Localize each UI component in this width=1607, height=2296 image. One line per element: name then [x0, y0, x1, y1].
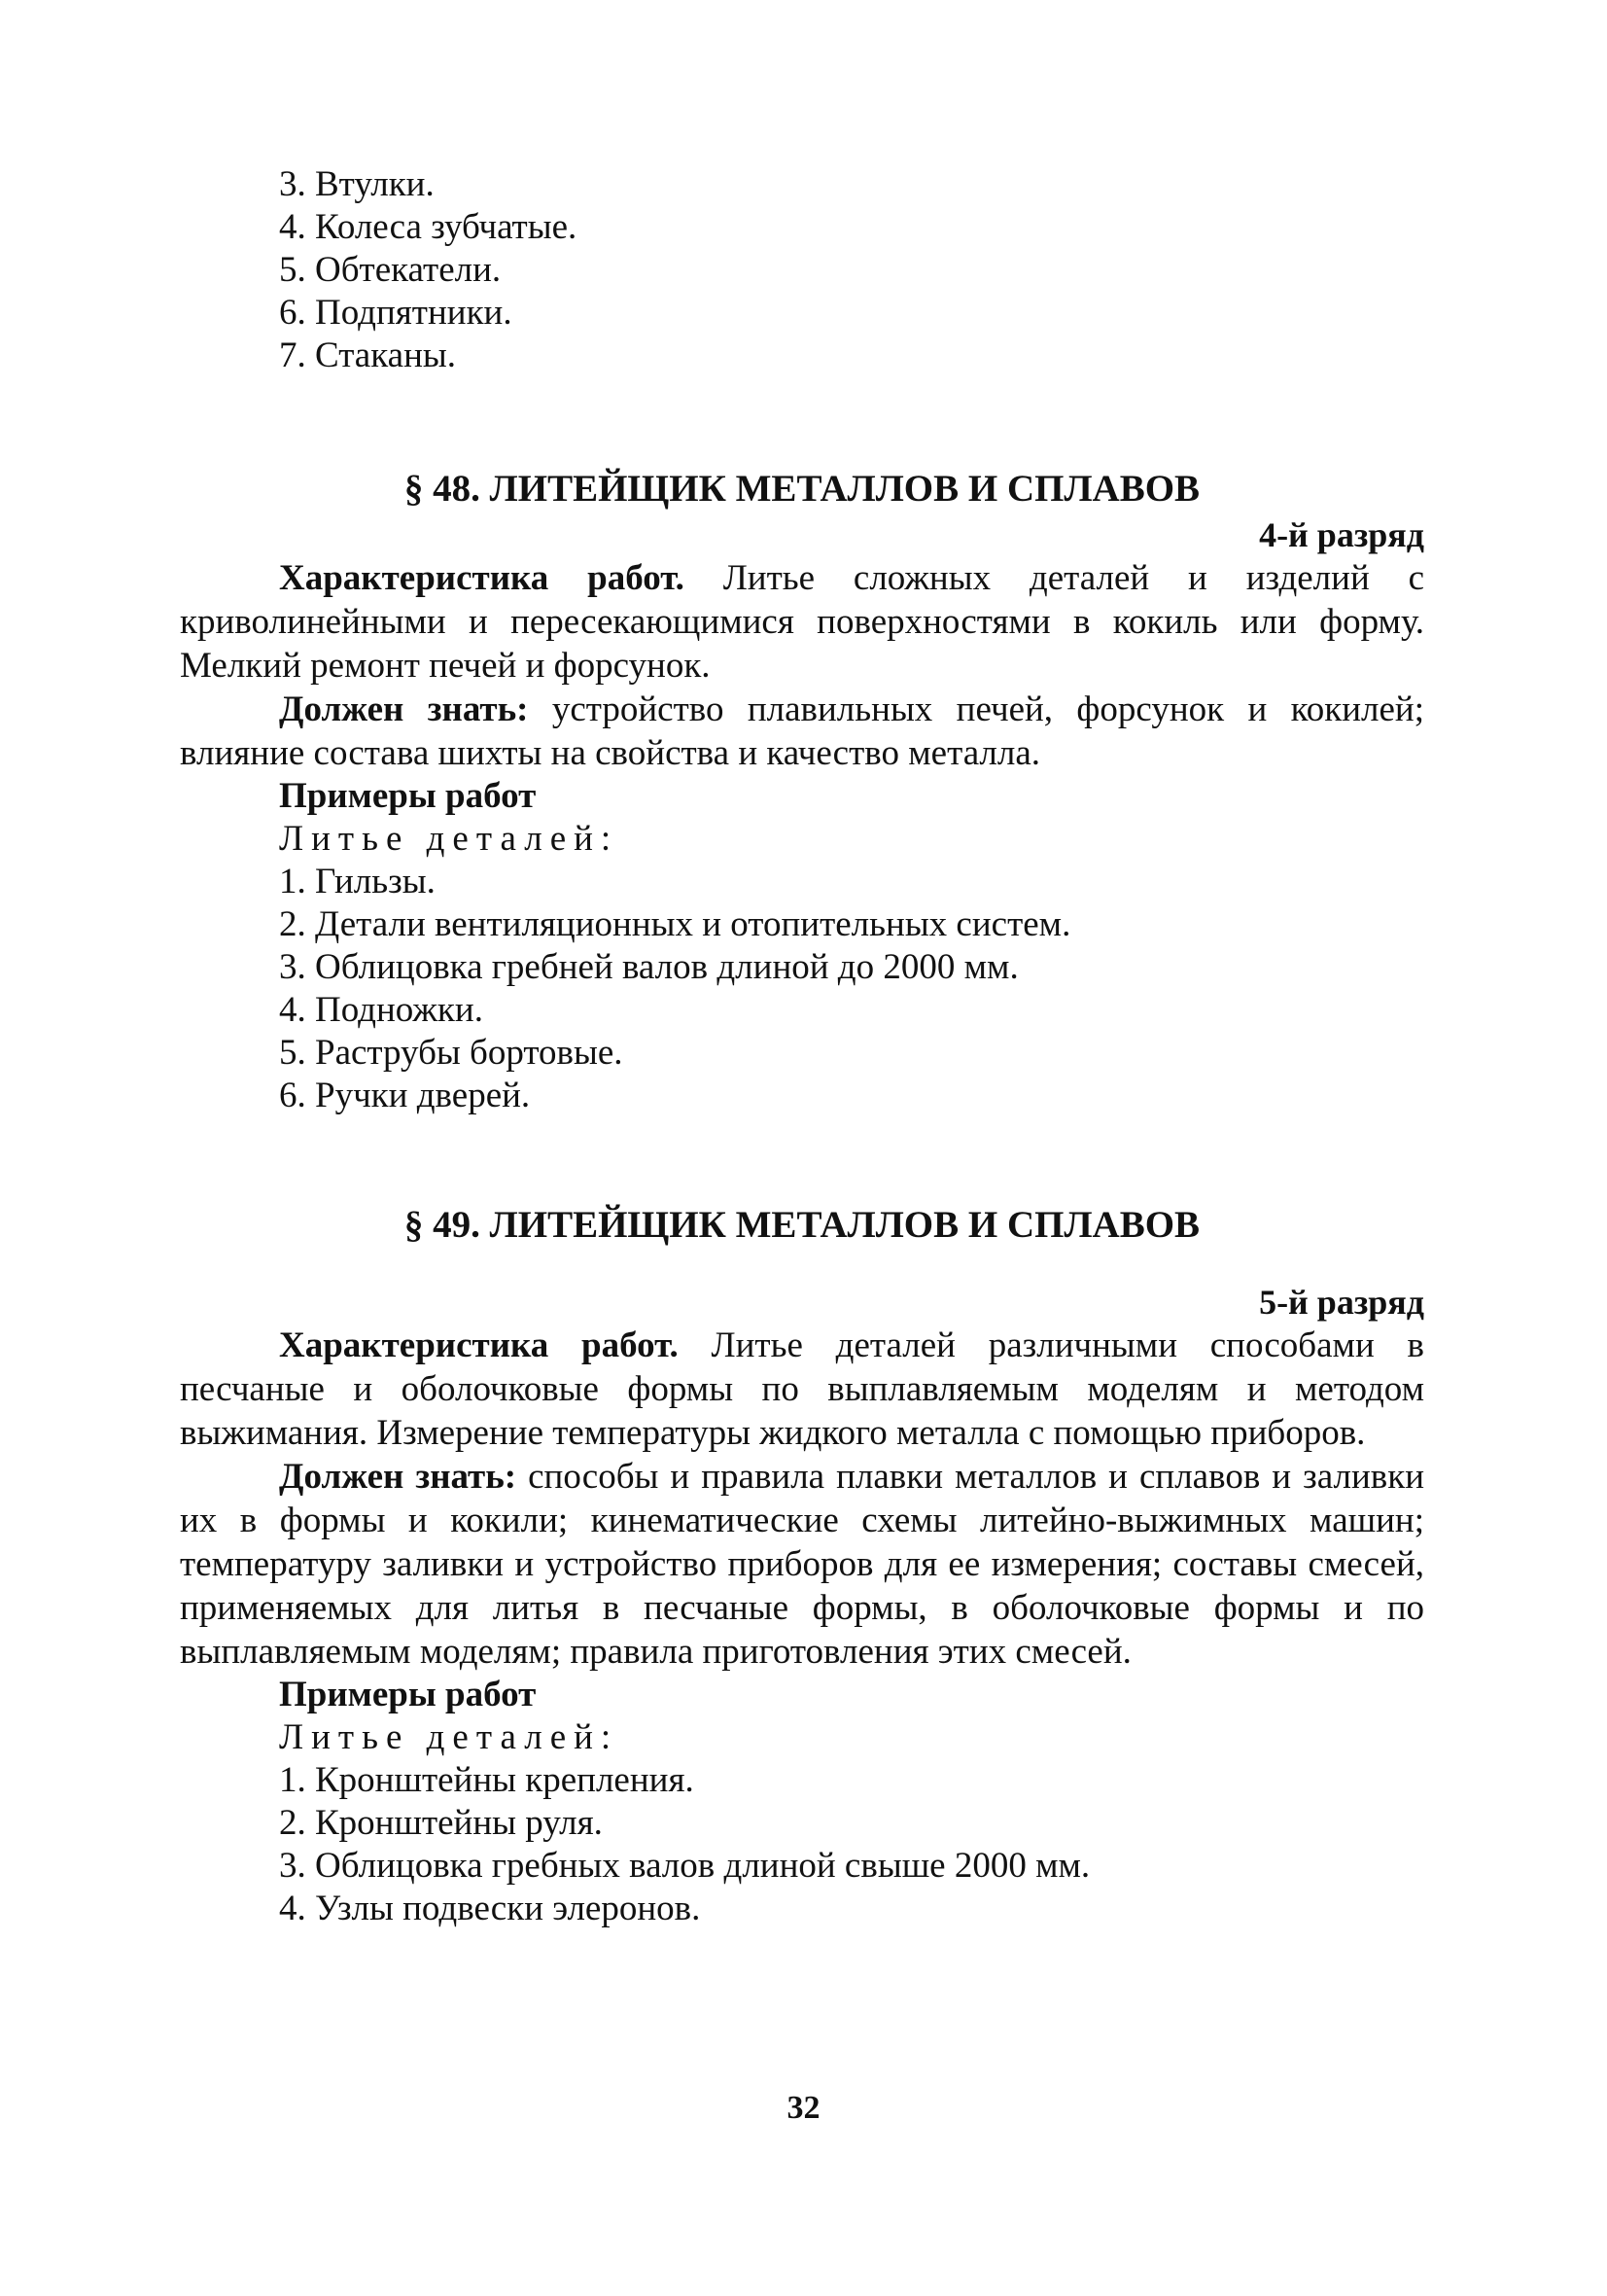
list-item: 1. Кронштейны крепления.	[279, 1760, 694, 1800]
section-48	[180, 465, 1424, 1117]
rank-label: 5-й разряд	[1259, 1283, 1424, 1322]
knowledge-label: Должен знать:	[279, 1457, 517, 1497]
knowledge-text: устройство плавильных печей, форсунок и кокилей; влияние состава шихты на свойства и качество металла.	[180, 689, 1424, 773]
list-item: 5. Раструбы бортовые.	[279, 1033, 623, 1073]
characteristic-text: Литье деталей различными способами в песчаные и оболочковые формы по выплавляемым моделям и методом выжимания. Измерение температуры жидкого металла с помощью приборов.	[180, 1325, 1424, 1453]
knowledge-paragraph	[180, 1455, 1424, 1674]
list-item: 5. Обтекатели.	[279, 250, 502, 290]
list-item: 2. Кронштейны руля.	[279, 1803, 603, 1843]
list-item: 6. Ручки дверей.	[279, 1076, 531, 1115]
section-heading: § 49. ЛИТЕЙЩИК МЕТАЛЛОВ И СПЛАВОВ	[403, 1204, 1201, 1246]
list-item: 4. Узлы подвески элеронов.	[279, 1889, 701, 1928]
list-item: 6. Подпятники.	[279, 293, 512, 333]
list-item: 2. Детали вентиляционных и отопительных систем.	[279, 904, 1071, 944]
section-49	[180, 1201, 1424, 1930]
examples-subheading: Литье деталей:	[279, 819, 619, 859]
examples-heading: Примеры работ	[279, 776, 537, 816]
list-item: 3. Облицовка гребных валов длиной свыше 2000 мм.	[279, 1846, 1091, 1886]
examples-subheading: Литье деталей:	[279, 1717, 619, 1757]
list-item: 3. Облицовка гребней валов длиной до 2000 мм.	[279, 947, 1019, 987]
page-number: 32	[786, 2090, 821, 2126]
list-item: 3. Втулки.	[279, 164, 435, 204]
page-content	[180, 163, 1424, 1930]
list-item: 4. Колеса зубчатые.	[279, 207, 577, 247]
list-item: 1. Гильзы.	[279, 862, 436, 901]
list-item: 7. Стаканы.	[279, 336, 456, 375]
knowledge-label: Должен знать:	[279, 689, 529, 729]
characteristic-paragraph	[180, 1324, 1424, 1455]
knowledge-text: способы и правила плавки металлов и сплавов и заливки их в формы и кокили; кинематические схемы литейно-выжимных машин; температуру заливки и устройство приборов для ее измерения; составы смесей, применяемых для литья в песчаные формы, в оболочковые формы и по выплавляемым моделям; правила приготовления этих смесей.	[180, 1457, 1424, 1672]
section-heading: § 48. ЛИТЕЙЩИК МЕТАЛЛОВ И СПЛАВОВ	[403, 468, 1201, 510]
examples-heading: Примеры работ	[279, 1675, 537, 1714]
continuation-list	[180, 163, 1424, 377]
characteristic-paragraph	[180, 556, 1424, 688]
list-item: 4. Подножки.	[279, 990, 483, 1030]
characteristic-label: Характеристика работ.	[279, 558, 684, 598]
characteristic-label: Характеристика работ.	[279, 1325, 679, 1365]
characteristic-text: Литье сложных деталей и изделий с криволинейными и пересекающимися поверхностями в кокиль или форму. Мелкий ремонт печей и форсунок.	[180, 558, 1425, 686]
knowledge-paragraph	[180, 688, 1424, 775]
rank-label: 4-й разряд	[1259, 515, 1424, 554]
